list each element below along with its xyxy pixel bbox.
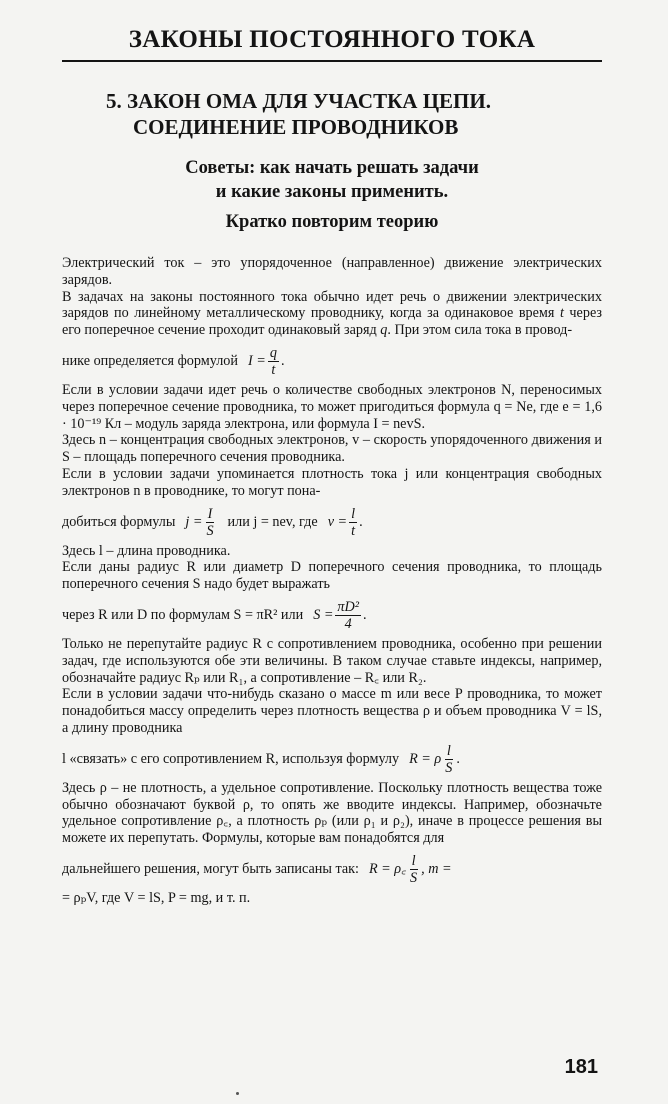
advice-heading <box>62 156 602 204</box>
denominator: t <box>351 522 356 539</box>
body-text <box>62 255 602 907</box>
paragraph: Здесь n – концентрация свободных электронов, v – скорость упорядоченного движения и S – площадь поперечного сечения проводника. <box>62 432 602 466</box>
denominator: S <box>206 522 214 539</box>
paragraph: Электрический ток – это упорядоченное (направленное) движение электрических зарядов. <box>62 255 602 288</box>
fraction <box>408 853 419 886</box>
formula-lhs: R = ρ <box>409 750 442 767</box>
fraction <box>268 345 279 378</box>
paragraph: Если в условии задачи упоминается плотность тока j или концентрация свободных электронов n в проводнике, то могут пона- <box>62 465 602 499</box>
text: . При этом сила тока в провод- <box>387 322 573 339</box>
paragraph: Если в условии задачи что-нибудь сказано о массе m или весе P проводника, то может понадобиться массу определить через плотность вещества ρ и объем проводника V = lS, а длину проводника <box>62 686 602 736</box>
formula-lhs: I = <box>248 353 266 370</box>
section-title <box>62 88 602 140</box>
page <box>62 26 602 907</box>
text: В задачах на законы постоянного тока обычно идет речь о движении электрических зарядов по линейному металлическому проводнику, когда за одинаковое время <box>62 288 602 322</box>
section-title-line-1: 5. ЗАКОН ОМА ДЛЯ УЧАСТКА ЦЕПИ. <box>106 89 491 113</box>
paragraph: = ρₚV, где V = lS, P = mg, и т. п. <box>62 889 251 906</box>
fraction <box>349 506 357 539</box>
paragraph: Только не перепутайте радиус R с сопротивлением проводника, особенно при решении задач, где используются обе эти величины. В таком случае ставьте индексы, например, обозначайте радиус Rₚ или R₁, а сопротивление – R꜀ или R₂. <box>62 635 602 686</box>
symbol: t <box>559 305 564 322</box>
numerator: l <box>351 505 356 522</box>
numerator: l <box>411 852 416 869</box>
formula-lhs: R = ρ꜀ <box>368 861 407 878</box>
formula-text: l «связать» с его сопротивлением R, используя формулу <box>62 750 400 767</box>
denominator: S <box>410 869 418 886</box>
numerator: l <box>446 742 451 759</box>
section-title-line-2: СОЕДИНЕНИЕ ПРОВОДНИКОВ <box>133 115 459 139</box>
formula-lhs: j = <box>185 513 203 530</box>
text: через его поперечное сечение проходит одинаковый заряд <box>62 305 603 339</box>
page-number: 181 <box>564 1056 598 1078</box>
formula-lhs: v = <box>327 513 348 530</box>
denominator: 4 <box>344 615 352 632</box>
symbol: q <box>380 322 388 339</box>
paragraph: Если даны радиус R или диаметр D поперечного сечения проводника, то площадь поперечного сечения S надо будет выражать <box>62 559 602 593</box>
paragraph: Здесь l – длина проводника. <box>62 542 231 559</box>
denominator: t <box>271 361 276 378</box>
numerator: q <box>269 344 277 361</box>
fraction <box>443 743 454 776</box>
formula-text: нике определяется формулой <box>62 353 238 370</box>
formula-text: или j = nev, где <box>227 513 318 530</box>
formula-resistance: l «связать» с его сопротивлением R, используя формулу R = ρ $\frac{l}{S}$ . <box>62 742 460 776</box>
advice-line-1: Советы: как начать решать задачи <box>185 158 479 178</box>
fraction <box>204 506 215 539</box>
formula-final <box>62 853 602 886</box>
numerator: I <box>207 505 213 522</box>
formula-current: нике определяется формулой I = $\frac{q}{t}$ . <box>62 344 285 378</box>
formula-area: через R или D по формулам S = πR² или S = $\frac{\text{πD²}}{4}$ . <box>62 598 367 632</box>
formula-text: добиться формулы <box>62 513 176 530</box>
formula-text: , m = <box>421 861 452 878</box>
formula-text: дальнейшего решения, могут быть записаны так: <box>62 861 359 878</box>
formula-text: через R или D по формулам S = πR² или <box>62 607 304 624</box>
formula-density: добиться формулы j = $\frac{I}{S}$ или j = nev, где v = $\frac{l}{t}$ . <box>62 505 363 539</box>
formula-lhs: S = <box>313 607 334 624</box>
numerator: πD² <box>337 598 360 615</box>
chapter-title: ЗАКОНЫ ПОСТОЯННОГО ТОКА <box>62 26 602 62</box>
recap-heading: Кратко повторим теорию <box>225 212 439 232</box>
fraction <box>335 599 361 632</box>
advice-line-2: и какие законы применить. <box>215 182 449 202</box>
paragraph: Здесь ρ – не плотность, а удельное сопротивление. Поскольку плотность вещества тоже обычно обозначают буквой ρ, то опять же вводите индексы. Например, обозначьте удельное сопротивление ρ꜀, а плотность ρₚ (или ρ₁ и ρ₂), иначе в процессе решения вы можете их перепутать. Формулы, которые вам понадобятся для <box>62 779 602 847</box>
scan-dot <box>236 1092 239 1095</box>
paragraph <box>62 289 602 339</box>
paragraph: Если в условии задачи идет речь о количестве свободных электронов N, переносимых через поперечное сечение проводника, то может пригодиться формула q = Ne, где e = 1,6 · 10⁻¹⁹ Кл – модуль заряда электрона, или формула I = nevS. <box>62 381 602 432</box>
denominator: S <box>445 759 453 776</box>
